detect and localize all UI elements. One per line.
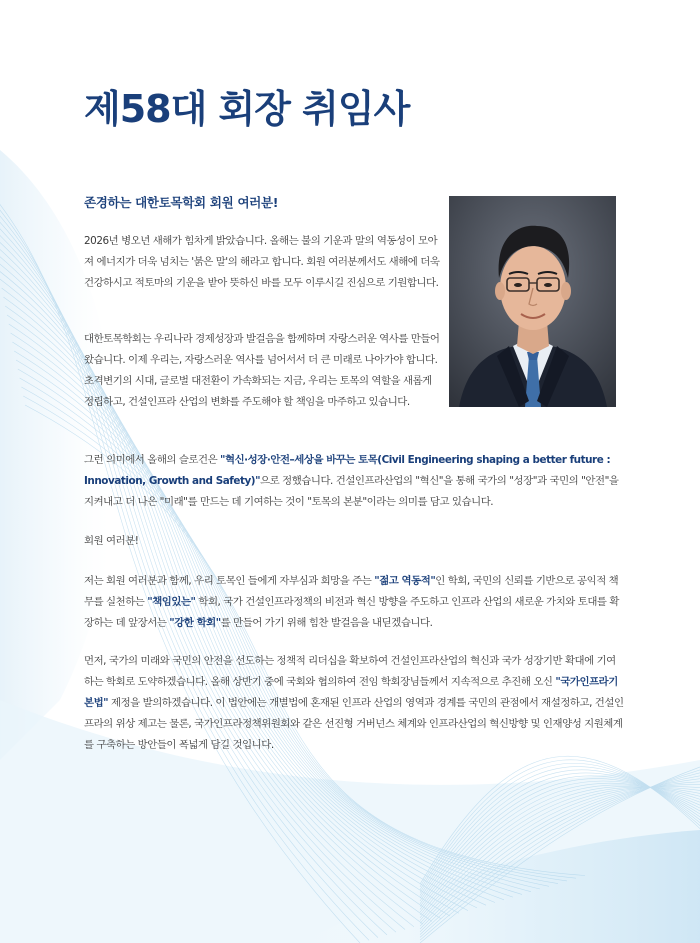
- president-portrait: [449, 196, 616, 407]
- paragraph-infrastructure-law: [84, 651, 624, 756]
- paragraph-history: 대한토목학회는 우리나라 경제성장과 발걸음을 함께하며 자랑스러운 역사를 만들어 왔습니다. 이제 우리는, 자랑스러운 역사를 넘어서서 더 큰 미래로 나아가야 합니다. 초격변기의 시대, 글로벌 대전환이 가속화되는 지금, 우리는 토목의 역할을 새롭게 정립하고, 건설인프라 산업의 변화를 주도해야 할 책임을 마주하고 있습니다.: [84, 333, 440, 408]
- slogan-explanation-text: 으로 정했습니다. 건설인프라산업의 "혁신"을 통해 국가의 "성장"과 국민의 "안전"을 지켜내고 더 나은 "미래"를 만드는 데 기여하는 것이 "토목의 본분"이라는 의미를 담고 있습니다.: [84, 475, 619, 508]
- paragraph-members-address: 회원 여러분!: [84, 535, 139, 547]
- vision-text-4: 를 만들어 가기 위해 힘찬 발걸음을 내딛겠습니다.: [220, 617, 433, 629]
- law-text-1: 먼저, 국가의 미래와 국민의 안전을 선도하는 정책적 리더십을 확보하여 건설인프라산업의 혁신과 국가 성장기반 확대에 기여하는 학회로 도약하겠습니다. 올해 상반기 중에 국회와 협의하여 전임 학회장님들께서 지속적으로 추진해 오신: [84, 655, 616, 688]
- vision-text-3: 학회, 국가 건설인프라정책의 비전과 혁신 방향을 주도하고 인프라 산업의 새로운 가치와 토대를 확장하는 데 앞장서는: [84, 596, 619, 629]
- greeting-heading: 존경하는 대한토목학회 회원 여러분!: [84, 195, 279, 210]
- slogan-intro-text: 그런 의미에서 올해의 슬로건은: [84, 454, 221, 466]
- vision-text-2: 인 학회, 국민의 신뢰를 기반으로 공익적 책무를 실천하는: [84, 575, 619, 608]
- paragraph-vision: [84, 571, 624, 634]
- highlight-infrastructure-act: "국가인프라기본법": [84, 676, 618, 709]
- highlight-strong-society: "강한 학회": [169, 617, 221, 629]
- law-text-2: 제정을 발의하겠습니다. 이 법안에는 개별법에 혼재된 인프라 산업의 영역과 경계를 국민의 관점에서 재설정하고, 건설인프라의 위상 제고는 물론, 국가인프라정책위원회와 같은 선진형 거버넌스 체계와 인프라산업의 혁신방향 및 인재양성 지원체계를 구축하는 방안들이 폭넓게 담길 것입니다.: [84, 697, 624, 751]
- highlight-young-dynamic: "젊고 역동적": [374, 575, 436, 587]
- vision-text-1: 저는 회원 여러분과 함께, 우리 토목인 들에게 자부심과 희망을 주는: [84, 575, 375, 587]
- highlight-responsible: "책임있는": [147, 596, 196, 608]
- paragraph-slogan: [84, 450, 624, 513]
- slogan-highlight: "혁신·성장·안전–세상을 바꾸는 토목(Civil Engineering shaping a better future : Innovation, Growth and Safety)": [84, 454, 611, 487]
- page-title: 제58대 회장 취임사: [84, 87, 410, 131]
- paragraph-new-year: 2026년 병오년 새해가 힘차게 밝았습니다. 올해는 불의 기운과 말의 역동성이 모아져 에너지가 더욱 넘치는 '붉은 말'의 해라고 합니다. 회원 여러분께서도 새해에 더욱 건강하시고 적토마의 기운을 받아 뜻하신 바를 모두 이루시길 진심으로 기원합니다.: [84, 235, 440, 289]
